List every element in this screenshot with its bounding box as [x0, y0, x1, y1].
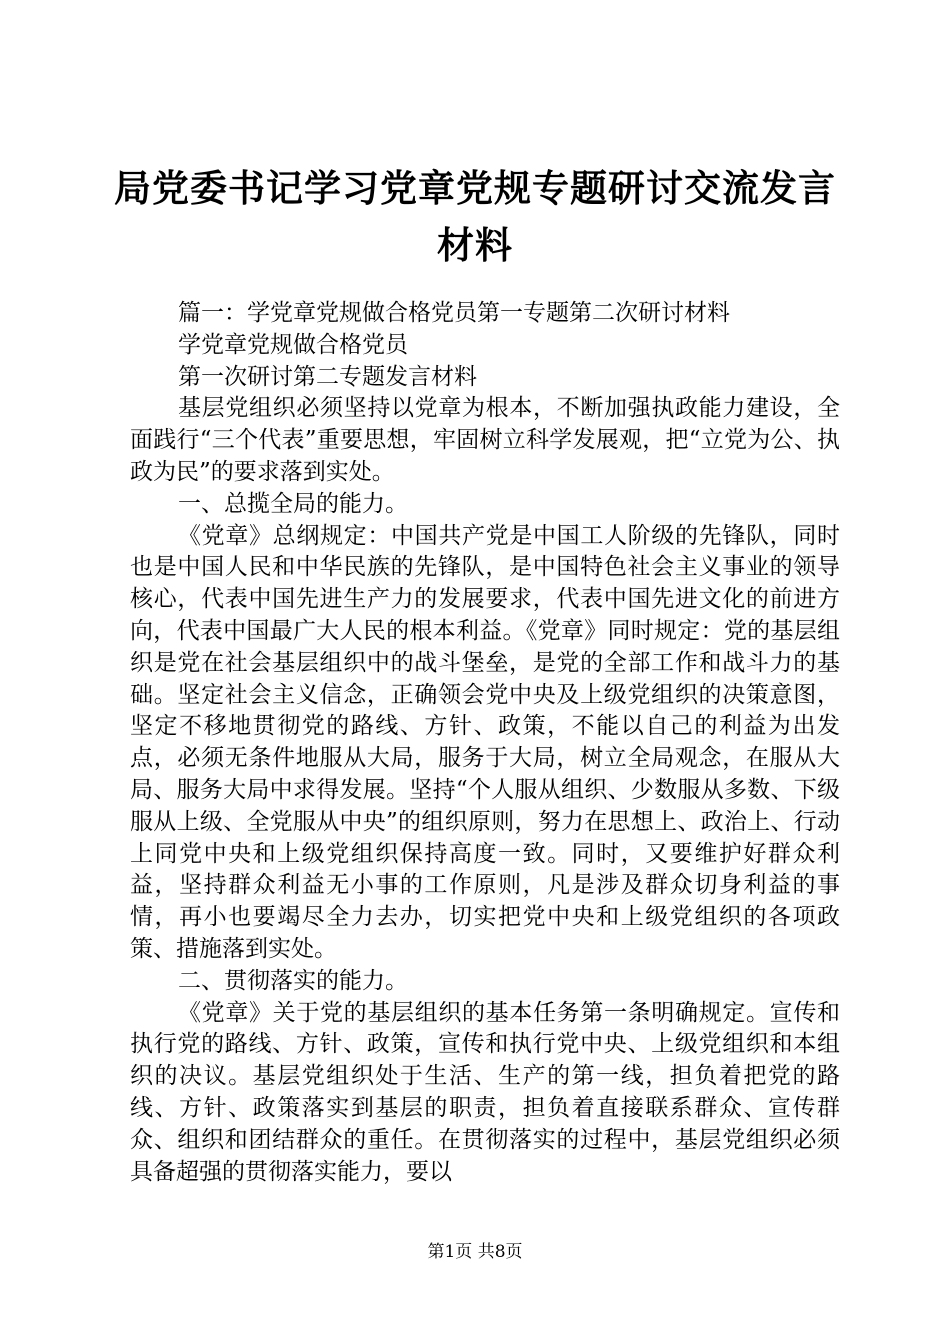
paragraph-intro: 基层党组织必须坚持以党章为根本，不断加强执政能力建设，全面践行“三个代表”重要思想，牢固树立科学发展观，把“立党为公、执政为民”的要求落到实处。	[130, 395, 840, 485]
paragraph-section-heading: 篇一：学党章党规做合格党员第一专题第二次研讨材料	[178, 300, 730, 326]
paragraph-subtitle-2: 第一次研讨第二专题发言材料	[178, 363, 477, 390]
paragraph-body-1: 《党章》总纲规定：中国共产党是中国工人阶级的先锋队，同时也是中国人民和中华民族的先锋队，是中国特色社会主义事业的领导核心，代表中国先进生产力的发展要求，代表中国先进文化的前进方向，代表中国最广大人民的根本利益。《党章》同时规定：党的基层组织是党在社会基层组织中的战斗堡垒，是党的全部工作和战斗力的基础。坚定社会主义信念，正确领会党中央及上级党组织的决策意图，坚定不移地贯彻党的路线、方针、政策，不能以自己的利益为出发点，必须无条件地服从大局，服务于大局，树立全局观念，在服从大局、服务大局中求得发展。坚持“个人服从组织、少数服从多数、下级服从上级、全党服从中央”的组织原则，努力在思想上、政治上、行动上同党中央和上级党组织保持高度一致。同时，又要维护好群众利益，坚持群众利益无小事的工作原则，凡是涉及群众切身利益的事情，再小也要竭尽全力去办，切实把党中央和上级党组织的各项政策、措施落到实处。	[130, 522, 840, 962]
paragraph-body-2: 《党章》关于党的基层组织的基本任务第一条明确规定。宣传和执行党的路线、方针、政策，宣传和执行党中央、上级党组织和本组织的决议。基层党组织处于生活、生产的第一线，担负着把党的路线、方针、政策落实到基层的职责，担负着直接联系群众、宣传群众、组织和团结群众的重任。在贯彻落实的过程中，基层党组织必须具备超强的贯彻落实能力，要以	[130, 999, 840, 1185]
paragraph-heading-1: 一、总揽全局的能力。	[178, 490, 408, 517]
document-title: 局党委书记学习党章党规专题研讨交流发言材料	[114, 166, 836, 267]
paragraph-subtitle: 学党章党规做合格党员	[178, 331, 408, 358]
document-body	[130, 298, 840, 1188]
paragraph-heading-2: 二、贯彻落实的能力。	[178, 967, 408, 994]
page-footer: 第1页 共8页	[427, 1242, 523, 1262]
